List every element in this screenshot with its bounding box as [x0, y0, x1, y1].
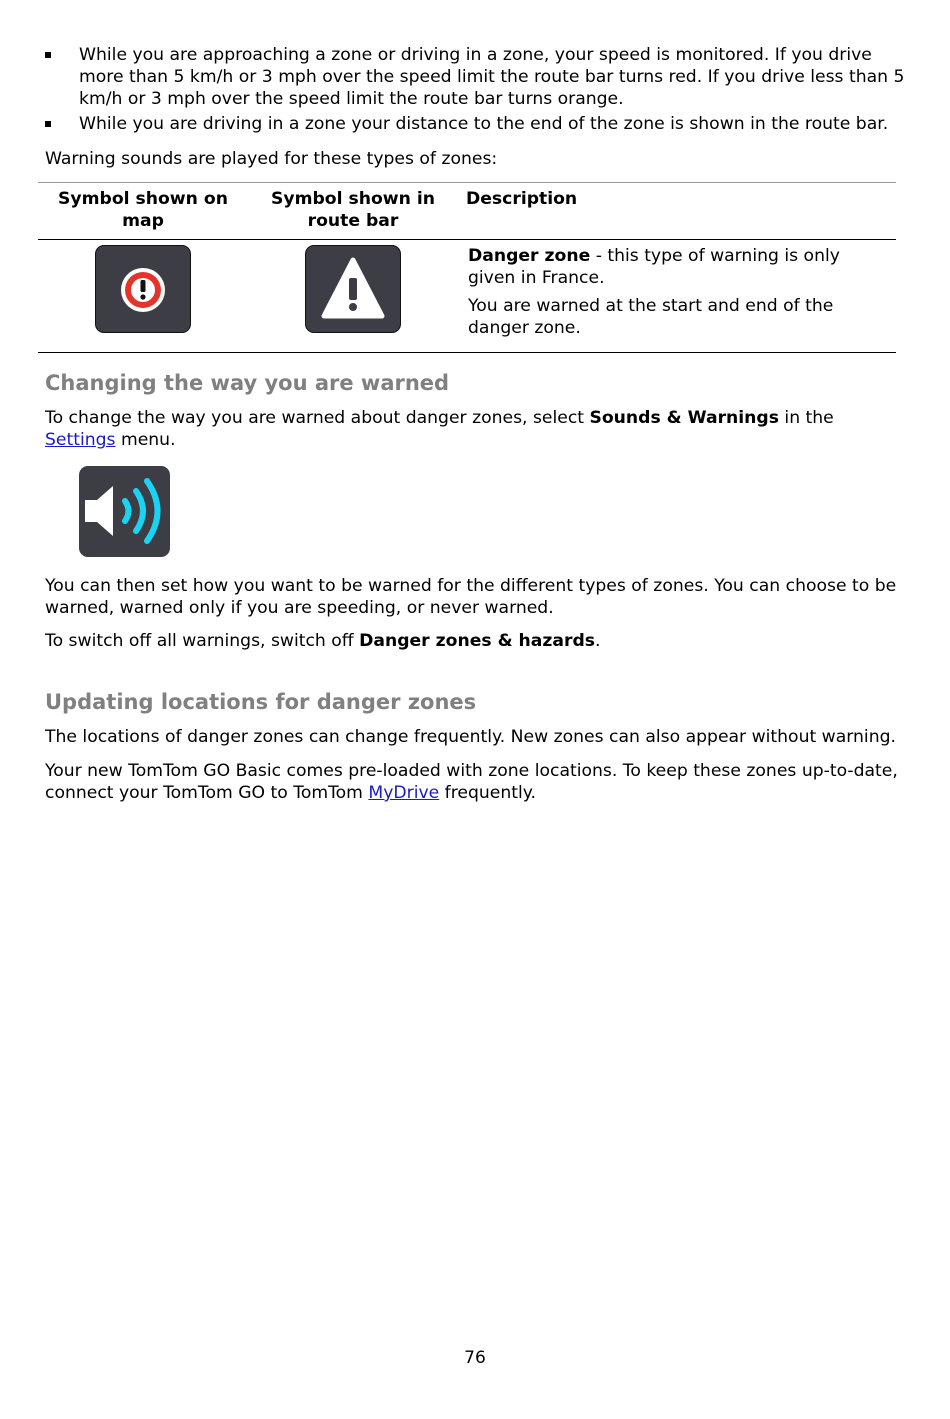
table-row	[38, 240, 896, 353]
zone-options-paragraph: You can then set how you want to be warned for the different types of zones. You can choose to be warned, warned only if you are speeding, or never warned.	[45, 576, 897, 618]
map-symbol-cell	[38, 240, 248, 353]
description-cell	[458, 240, 896, 353]
danger-zone-map-icon	[95, 245, 191, 333]
text-span: in the	[778, 408, 834, 428]
sounds-warnings-label: Sounds & Warnings	[589, 408, 779, 428]
danger-zone-routebar-icon	[305, 245, 401, 333]
settings-paragraph	[45, 407, 905, 451]
text-span: To change the way you are warned about danger zones, select	[45, 408, 590, 428]
text-span: To switch off all warnings, switch off	[45, 631, 360, 651]
danger-zones-hazards-label: Danger zones & hazards	[359, 631, 595, 651]
section-heading-updating: Updating locations for danger zones	[45, 690, 477, 714]
text-span: .	[594, 631, 601, 651]
danger-zone-text: - this type of warning is only given in France.	[468, 246, 840, 288]
bullet-item	[45, 113, 905, 135]
preloaded-paragraph	[45, 760, 905, 804]
routebar-symbol-cell	[248, 240, 458, 353]
bullet-text: While you are approaching a zone or driving in a zone, your speed is monitored. If you drive more than 5 km/h or 3 mph over the speed limit the route bar turns red. If you drive less than 5 km/h or 3 mph over the speed limit the route bar turns orange.	[79, 45, 905, 109]
text-span: menu.	[115, 430, 176, 450]
sound-warnings-icon	[79, 466, 170, 557]
danger-zone-title: Danger zone	[468, 246, 591, 266]
switch-off-paragraph	[45, 630, 905, 652]
bullet-text: While you are driving in a zone your distance to the end of the zone is shown in the route bar.	[79, 114, 889, 134]
danger-zone-note: You are warned at the start and end of the danger zone.	[468, 296, 834, 338]
locations-change-paragraph: The locations of danger zones can change frequently. New zones can also appear without warning.	[45, 727, 896, 747]
bullet-list	[45, 44, 905, 138]
section-heading-changing: Changing the way you are warned	[45, 371, 450, 395]
zones-table	[38, 182, 896, 353]
bullet-marker	[45, 52, 51, 58]
bullet-item	[45, 44, 905, 110]
mydrive-link[interactable]: MyDrive	[368, 783, 440, 803]
settings-link[interactable]: Settings	[45, 430, 116, 450]
intro-text: Warning sounds are played for these types of zones:	[45, 149, 498, 169]
text-span: Your new TomTom GO Basic comes pre-loaded with zone locations. To keep these zones up-to-date, connect your TomTom GO to TomTom	[45, 761, 898, 803]
table-header-row	[38, 183, 896, 240]
danger-zone-description	[468, 245, 886, 289]
page-number: 76	[464, 1348, 486, 1368]
text-span: frequently.	[439, 783, 536, 803]
header-routebar-symbol: Symbol shown in route bar	[248, 183, 458, 240]
header-description: Description	[458, 183, 896, 240]
header-map-symbol: Symbol shown on map	[38, 183, 248, 240]
bullet-marker	[45, 121, 51, 127]
